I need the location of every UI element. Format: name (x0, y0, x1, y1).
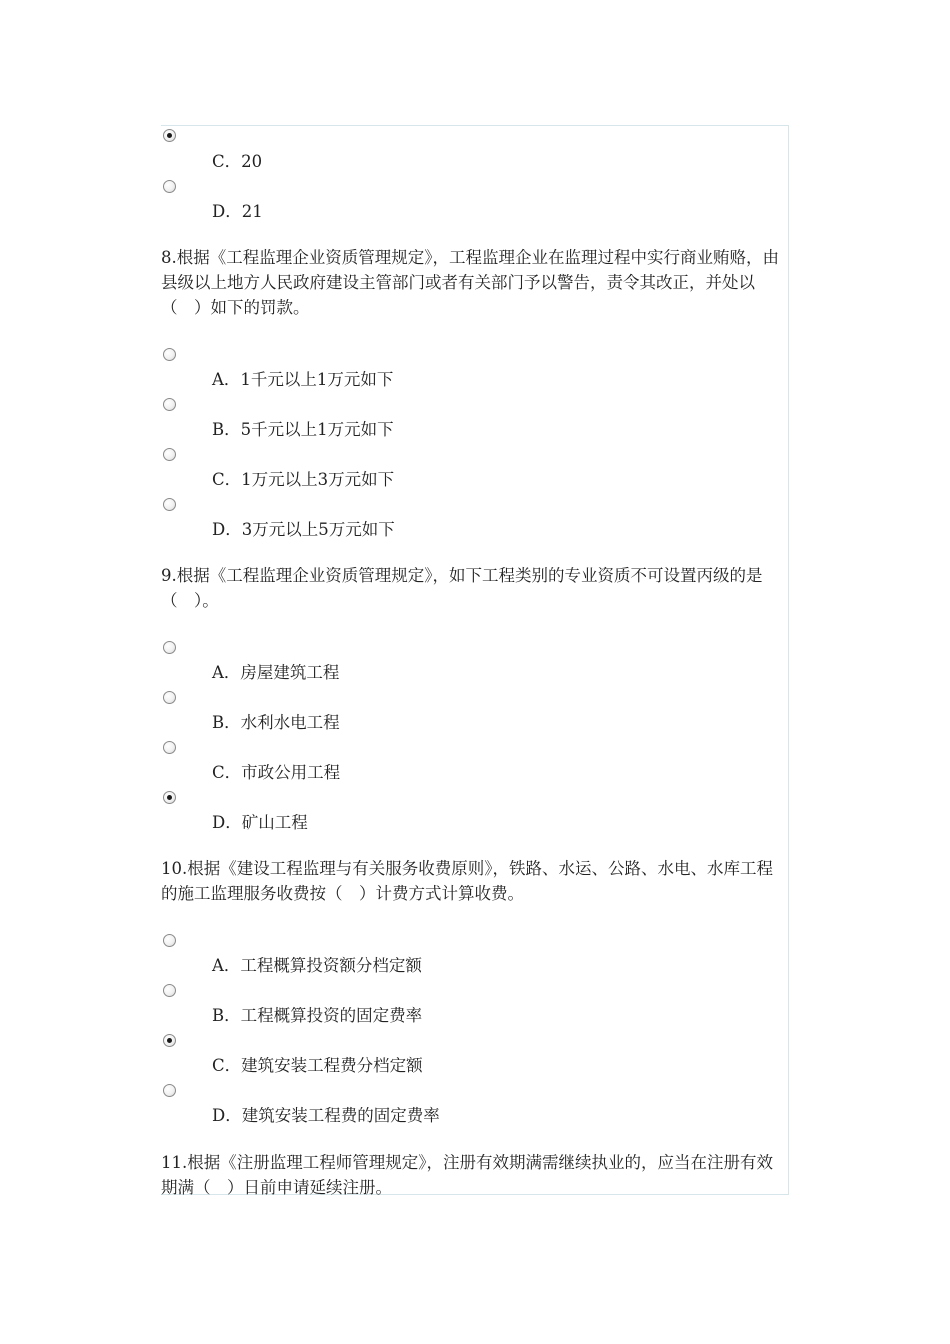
radio-q9-c[interactable] (163, 741, 176, 754)
radio-q10-c[interactable] (163, 1034, 176, 1047)
option-q8-a: A．1千元以上1万元如下 (212, 370, 394, 389)
radio-q8-c[interactable] (163, 448, 176, 461)
radio-q7-c[interactable] (163, 129, 176, 142)
radio-q7-d[interactable] (163, 180, 176, 193)
option-q7-d: D．21 (212, 202, 263, 221)
question-8: 8.根据《工程监理企业资质管理规定》，工程监理企业在监理过程中实行商业贿赂，由县级以上地方人民政府建设主管部门或者有关部门予以警告，责令其改正，并处以（ ）如下的罚款。 (161, 248, 779, 317)
radio-q10-a[interactable] (163, 934, 176, 947)
question-10: 10.根据《建设工程监理与有关服务收费原则》，铁路、水运、公路、水电、水库工程的施工监理服务收费按（ ）计费方式计算收费。 (161, 859, 773, 903)
radio-q9-b[interactable] (163, 691, 176, 704)
option-q9-a: A．房屋建筑工程 (212, 663, 340, 682)
option-q8-b: B．5千元以上1万元如下 (212, 420, 394, 439)
option-q10-b: B．工程概算投资的固定费率 (212, 1006, 423, 1025)
option-q8-d: D．3万元以上5万元如下 (212, 520, 395, 539)
option-q10-c: C．建筑安装工程费分档定额 (212, 1056, 423, 1075)
radio-q10-d[interactable] (163, 1084, 176, 1097)
radio-q8-a[interactable] (163, 348, 176, 361)
question-9: 9.根据《工程监理企业资质管理规定》，如下工程类别的专业资质不可设置丙级的是（ ）。 (161, 566, 763, 610)
option-q10-d: D．建筑安装工程费的固定费率 (212, 1106, 440, 1125)
radio-q8-d[interactable] (163, 498, 176, 511)
option-q7-c: C．20 (212, 152, 263, 171)
option-q10-a: A．工程概算投资额分档定额 (212, 956, 422, 975)
radio-q9-a[interactable] (163, 641, 176, 654)
option-q8-c: C．1万元以上3万元如下 (212, 470, 395, 489)
option-q9-d: D．矿山工程 (212, 813, 308, 832)
question-11: 11.根据《注册监理工程师管理规定》，注册有效期满需继续执业的，应当在注册有效期满（ ）日前申请延续注册。 (161, 1153, 773, 1197)
radio-q9-d[interactable] (163, 791, 176, 804)
radio-q8-b[interactable] (163, 398, 176, 411)
radio-q10-b[interactable] (163, 984, 176, 997)
option-q9-b: B．水利水电工程 (212, 713, 340, 732)
option-q9-c: C．市政公用工程 (212, 763, 341, 782)
